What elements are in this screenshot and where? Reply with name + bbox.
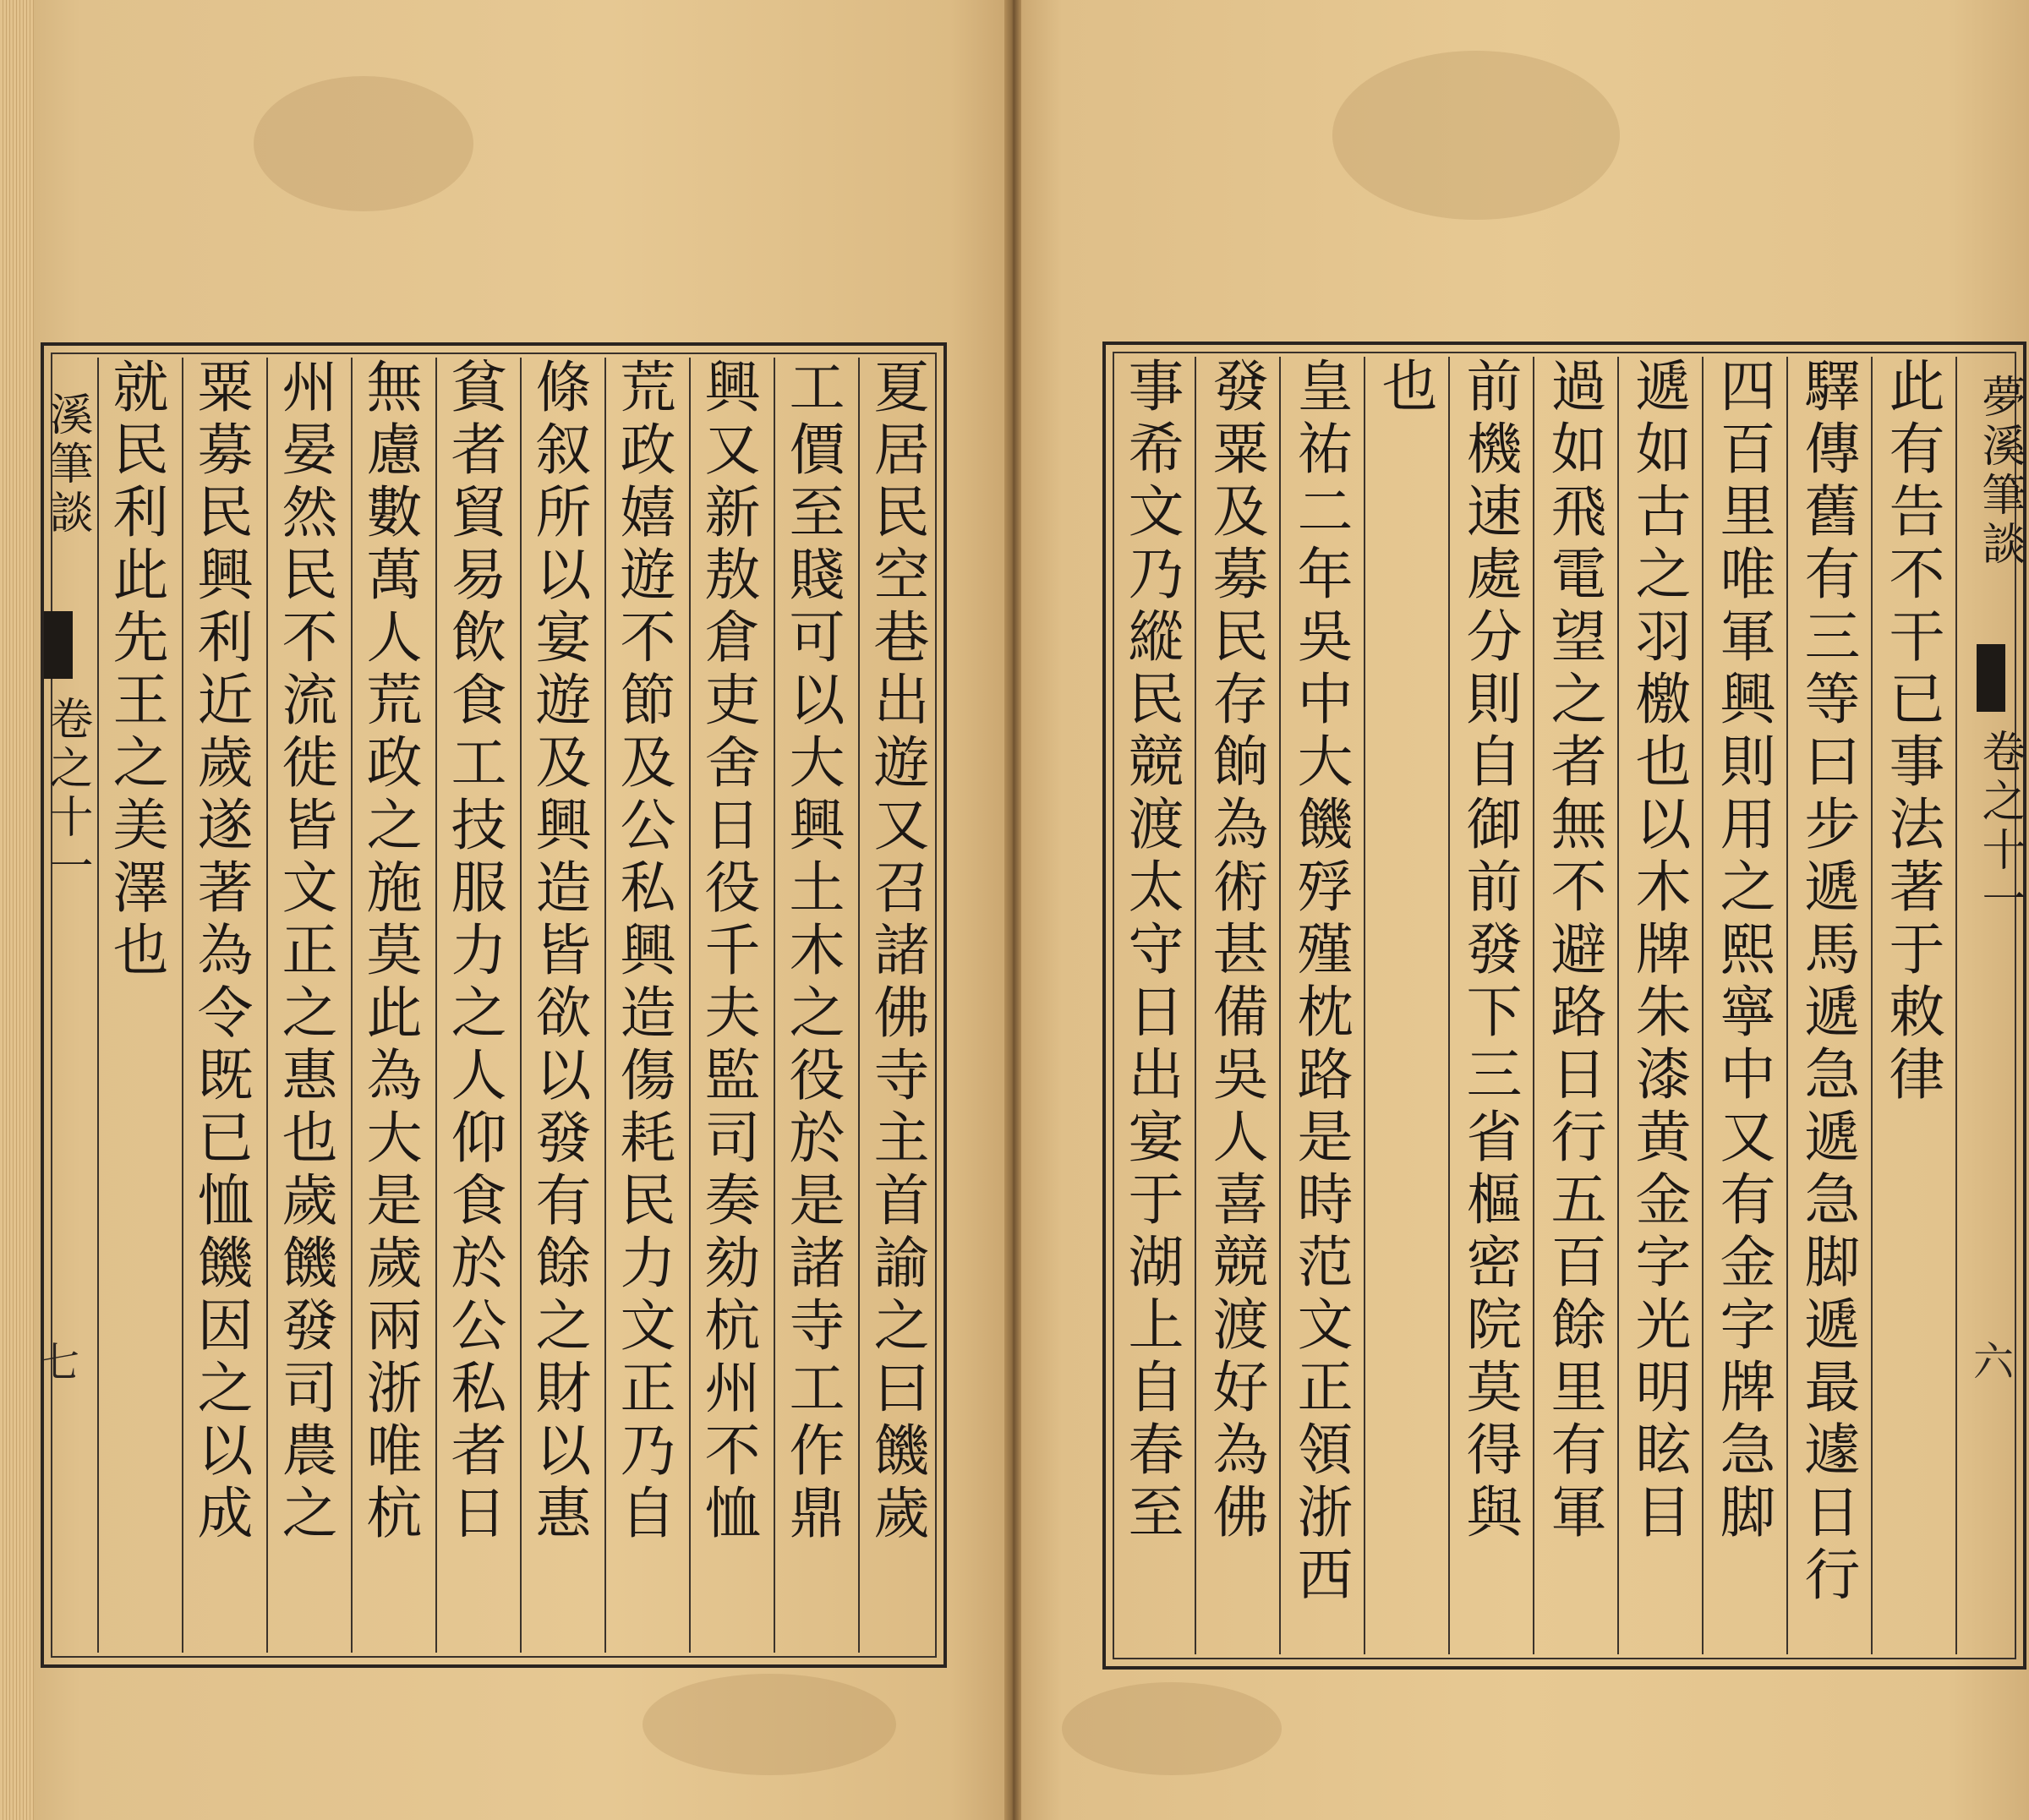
column-rule	[1871, 357, 1873, 1654]
text-column: 皇祐二年吳中大饑殍殣枕路是時范文正領浙西	[1288, 357, 1353, 1608]
column-rule	[1955, 357, 1957, 1654]
text-column: 州晏然民不流徙皆文正之惠也歲饑發司農之	[272, 358, 337, 1546]
margin-volume-label: 卷之十一	[41, 696, 92, 892]
text-column: 驛傳舊有三等曰步遞馬遞急遞急脚遞最遽日行	[1795, 357, 1860, 1608]
text-column: 荒政嬉遊不節及公私興造傷耗民力文正乃自	[610, 358, 675, 1546]
column-rule	[774, 358, 775, 1653]
text-column: 事希文乃縱民競渡太守日出宴于湖上自春至	[1118, 357, 1184, 1545]
column-rule	[1364, 357, 1365, 1654]
text-column: 前機速處分則自御前發下三省樞密院莫得與	[1457, 357, 1522, 1545]
text-column: 過如飛電望之者無不避路日行五百餘里有軍	[1541, 357, 1606, 1545]
book-spine-gutter	[1004, 0, 1021, 1820]
text-column: 發粟及募民存餉為術甚備吳人喜競渡好為佛	[1203, 357, 1268, 1545]
text-column: 夏居民空巷出遊又召諸佛寺主首諭之曰饑歲	[864, 358, 929, 1546]
text-column: 興又新敖倉吏舍日役千夫監司奏劾杭州不恤	[695, 358, 760, 1546]
column-rule	[520, 358, 522, 1653]
column-rule	[1448, 357, 1450, 1654]
column-rule	[266, 358, 268, 1653]
left-page	[0, 0, 1011, 1820]
column-rule	[182, 358, 183, 1653]
column-rule	[435, 358, 437, 1653]
right-page	[1011, 0, 2029, 1820]
paper-stain	[1332, 51, 1620, 220]
text-column: 遞如古之羽檄也以木牌朱漆黄金字光明眩目	[1626, 357, 1691, 1545]
text-column: 貧者貿易飲食工技服力之人仰食於公私者日	[441, 358, 506, 1546]
column-rule	[858, 358, 860, 1653]
text-column: 工價至賤可以大興土木之役於是諸寺工作鼎	[779, 358, 845, 1546]
margin-strip	[1961, 357, 2025, 1654]
text-column: 也	[1372, 357, 1437, 419]
margin-book-title: 夢溪筆談	[1974, 374, 2025, 570]
column-rule	[1617, 357, 1619, 1654]
column-rule	[1195, 357, 1196, 1654]
page-number: 六	[1973, 1338, 2015, 1385]
paper-stain	[643, 1674, 896, 1775]
fishtail-block	[44, 611, 73, 679]
margin-strip	[36, 358, 95, 1653]
column-rule	[604, 358, 606, 1653]
column-rule	[97, 358, 99, 1653]
left-text-frame	[41, 342, 947, 1668]
column-rule	[1533, 357, 1534, 1654]
text-column: 四百里唯軍興則用之熙寧中又有金字牌急脚	[1710, 357, 1775, 1545]
right-text-frame	[1102, 342, 2026, 1670]
column-rule	[1702, 357, 1704, 1654]
paper-stain	[254, 76, 473, 211]
column-rule	[1786, 357, 1788, 1654]
fishtail-block	[1977, 644, 2005, 712]
column-rule	[689, 358, 691, 1653]
page-edges	[0, 0, 34, 1820]
paper-stain	[1062, 1682, 1282, 1775]
text-column: 條叙所以宴遊及興造皆欲以發有餘之財以惠	[526, 358, 591, 1546]
margin-book-title: 溪筆談	[41, 391, 92, 538]
text-column: 粟募民興利近歲遂著為令既已恤饑因之以成	[188, 358, 253, 1546]
text-column: 無慮數萬人荒政之施莫此為大是歲兩浙唯杭	[357, 358, 422, 1546]
margin-volume-label: 卷之十一	[1974, 729, 2025, 925]
text-column: 此有告不干已事法著于敕律	[1879, 357, 1944, 1107]
page-number: 七	[39, 1339, 80, 1386]
column-rule	[1279, 357, 1281, 1654]
text-column: 就民利此先王之美澤也	[103, 358, 168, 983]
column-rule	[351, 358, 353, 1653]
